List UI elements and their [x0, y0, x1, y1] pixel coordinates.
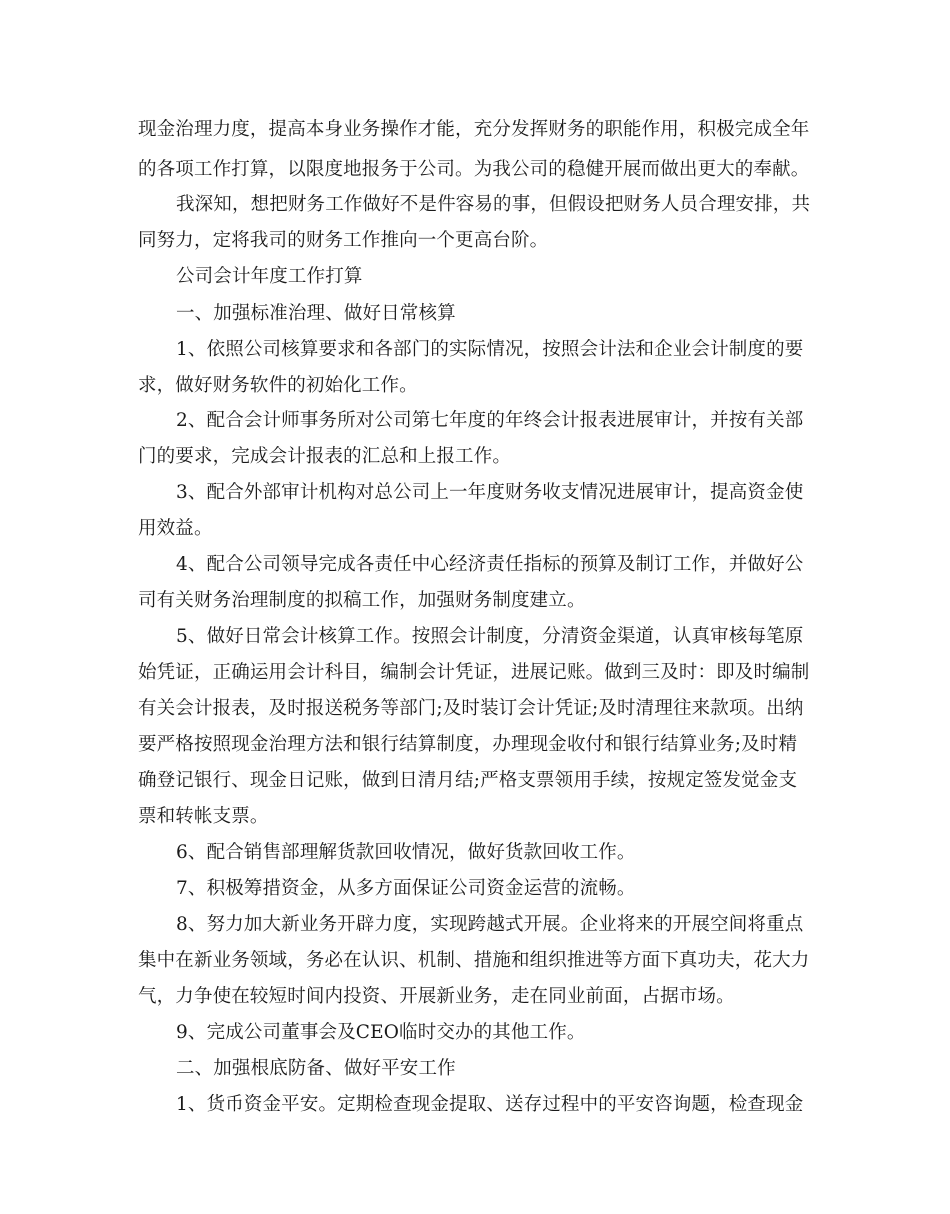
- text-line: 用效益。: [138, 518, 213, 539]
- text-line: 1、货币资金平安。定期检查现金提取、送存过程中的平安咨询题，检查现金: [176, 1094, 804, 1115]
- text-line: 5、做好日常会计核算工作。按照会计制度，分清资金渠道，认真审核每笔原: [176, 626, 804, 647]
- text-line: 有关会计报表，及时报送税务等部门;及时装订会计凭证;及时清理往来款项。出纳: [138, 698, 804, 719]
- text-line: 票和转帐支票。: [138, 806, 269, 827]
- text-line: 我深知，想把财务工作做好不是件容易的事，但假设把财务人员合理安排，共: [176, 194, 811, 215]
- text-line: 8、努力加大新业务开辟力度，实现跨越式开展。企业将来的开展空间将重点: [176, 914, 804, 935]
- text-line: 确登记银行、现金日记账，做到日清月结;严格支票领用手续，按规定签发觉金支: [138, 770, 798, 791]
- text-line: 4、配合公司领导完成各责任中心经济责任指标的预算及制订工作，并做好公: [176, 554, 804, 575]
- text-line: 气，力争使在较短时间内投资、开展新业务，走在同业前面，占据市场。: [138, 986, 735, 1007]
- section-heading: 一、加强标准治理、做好日常核算: [176, 303, 456, 324]
- text-line: 要严格按照现金治理方法和银行结算制度，办理现金收付和银行结算业务;及时精: [138, 734, 798, 755]
- text-line: 7、积极筹措资金，从多方面保证公司资金运营的流畅。: [176, 878, 636, 899]
- text-line: 门的要求，完成会计报表的汇总和上报工作。: [138, 446, 512, 467]
- text-line: 始凭证，正确运用会计科目，编制会计凭证，进展记账。做到三及时：即及时编制: [138, 662, 810, 683]
- text-line: 的各项工作打算，以限度地报务于公司。为我公司的稳健开展而做出更大的奉献。: [138, 159, 810, 180]
- text-line: 集中在新业务领域，务必在认识、机制、措施和组织推进等方面下真功夫，花大力: [138, 950, 810, 971]
- text-line: 6、配合销售部理解货款回收情况，做好货款回收工作。: [176, 842, 636, 863]
- text-line: 1、依照公司核算要求和各部门的实际情况，按照会计法和企业会计制度的要: [176, 339, 804, 360]
- text-line: 2、配合会计师事务所对公司第七年度的年终会计报表进展审计，并按有关部: [176, 410, 804, 431]
- text-line: 同努力，定将我司的财务工作推向一个更高台阶。: [138, 230, 549, 251]
- section-heading: 公司会计年度工作打算: [176, 266, 363, 287]
- text-line: 现金治理力度，提高本身业务操作才能，充分发挥财务的职能作用，积极完成全年: [138, 119, 810, 140]
- text-line: 求，做好财务软件的初始化工作。: [138, 375, 418, 396]
- text-line: 3、配合外部审计机构对总公司上一年度财务收支情况进展审计，提高资金使: [176, 482, 804, 503]
- text-line: 9、完成公司董事会及CEO临时交办的其他工作。: [176, 1022, 586, 1043]
- section-heading: 二、加强根底防备、做好平安工作: [176, 1058, 456, 1079]
- text-line: 司有关财务治理制度的拟稿工作，加强财务制度建立。: [138, 590, 586, 611]
